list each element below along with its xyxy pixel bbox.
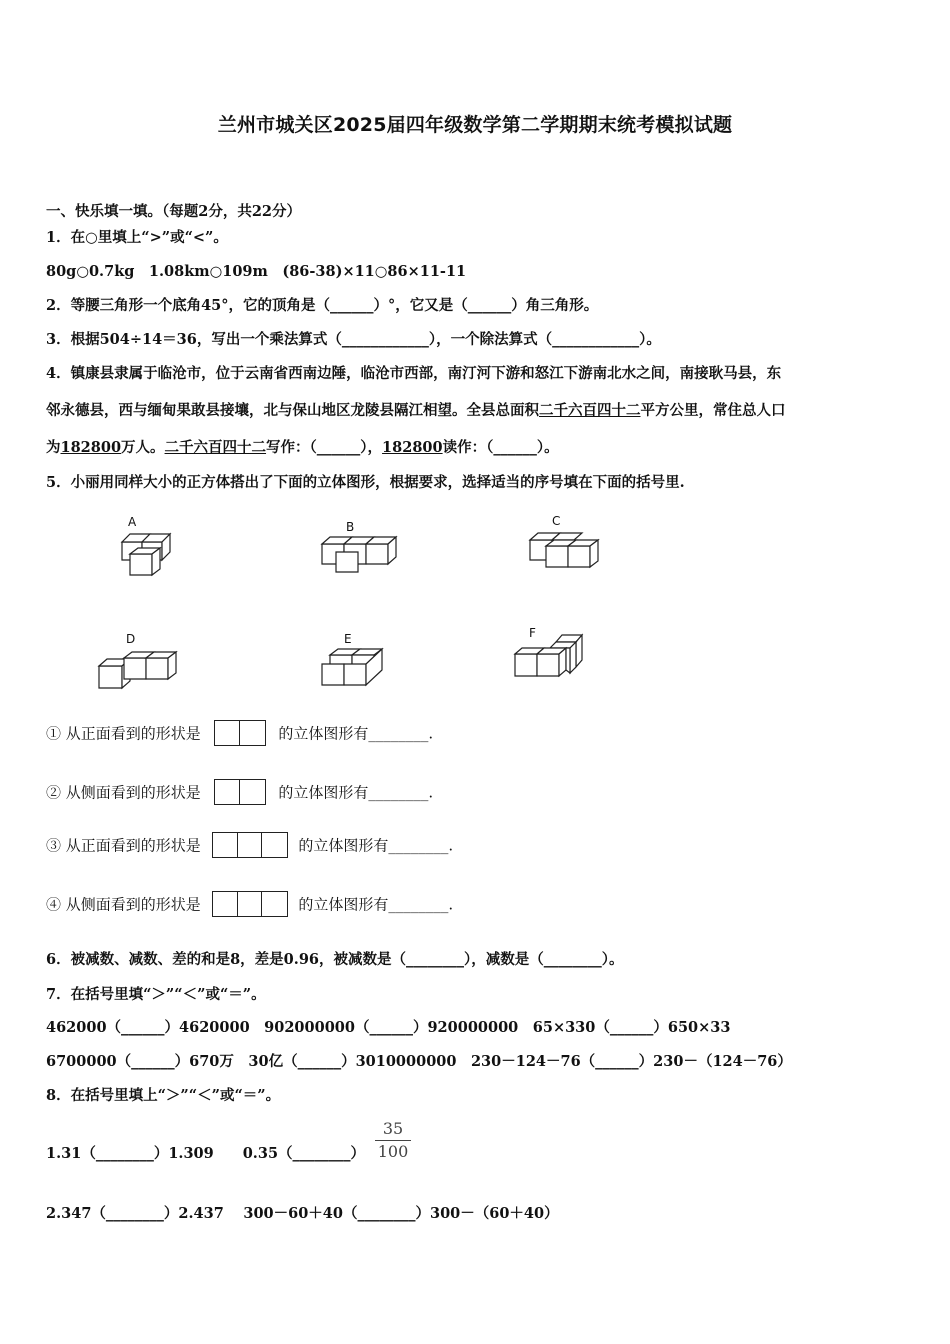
figure-label-b: B (346, 520, 355, 534)
question-7: 7．在括号里填“＞”“＜”或“＝”。 (46, 986, 266, 1003)
figure-label-a: A (128, 515, 137, 529)
cube-figure-d (96, 632, 186, 692)
shape-question-2 (46, 779, 433, 805)
shape-question-3 (46, 832, 453, 858)
shape-question-4-suffix: 的立体图形有________. (298, 895, 454, 914)
shape-question-4-prefix: ④ 从侧面看到的形状是 (46, 895, 201, 914)
cube-figure-b (318, 520, 408, 585)
question-1-items: 80g○0.7kg 1.08km○109m (86-38)×11○86×11-11 (46, 263, 467, 280)
fraction-denominator: 100 (377, 1142, 409, 1161)
question-7-row-1: 462000（______）4620000 902000000（______）920000000 65×330（______）650×33 (46, 1019, 731, 1036)
question-4-line-3: 为182800万人。二千六百四十二写作：（______），182800读作：（______）。 (46, 439, 559, 456)
figure-label-c: C (552, 514, 561, 528)
shape-question-2-suffix: 的立体图形有________. (278, 783, 434, 802)
area-underlined-2: 二千六百四十二 (164, 439, 267, 456)
cube-figure-f (512, 626, 602, 686)
question-7-row-2: 6700000（______）670万 30亿（______）3010000000 230－124－76（______）230－（124－76） (46, 1053, 792, 1070)
question-8-row-2: 2.347（________）2.437 300－60＋40（________）300－（60＋40） (46, 1205, 559, 1222)
fraction-numerator: 35 (382, 1119, 404, 1138)
question-5: 5．小丽用同样大小的正方体搭出了下面的立体图形，根据要求，选择适当的序号填在下面的括号里. (46, 474, 685, 491)
question-4-line-2: 邻永德县，西与缅甸果敢县接壤，北与保山地区龙陵县隔江相望。全县总面积二千六百四十二平方公里，常住总人口 (46, 402, 786, 419)
question-8: 8．在括号里填上“＞”“＜”或“＝”。 (46, 1087, 281, 1104)
area-underlined: 二千六百四十二 (539, 402, 641, 419)
shape-question-1-suffix: 的立体图形有________. (278, 724, 434, 743)
three-square-outline-icon (212, 832, 288, 858)
question-6: 6．被减数、减数、差的和是8，差是0.96，被减数是（________），减数是（________）。 (46, 951, 624, 968)
cube-figure-a (112, 515, 192, 585)
shape-question-3-prefix: ③ 从正面看到的形状是 (46, 836, 201, 855)
section-heading: 一、快乐填一填。（每题2分，共22分） (46, 203, 302, 220)
population-underlined-2: 182800 (382, 439, 443, 456)
figure-label-f: F (529, 626, 536, 640)
three-square-outline-icon (212, 891, 288, 917)
cube-figure-c (524, 514, 614, 579)
two-square-outline-icon (214, 720, 266, 746)
two-square-outline-icon (214, 779, 266, 805)
question-4-line-1: 4．镇康县隶属于临沧市，位于云南省西南边陲，临沧市西部，南汀河下游和怒江下游南北水之间，南接耿马县，东 (46, 365, 782, 382)
shape-question-1 (46, 720, 433, 746)
figure-label-d: D (126, 632, 136, 646)
shape-question-4 (46, 891, 453, 917)
figure-label-e: E (344, 632, 352, 646)
shape-question-2-prefix: ② 从侧面看到的形状是 (46, 783, 201, 802)
question-3: 3．根据504÷14＝36，写出一个乘法算式（____________），一个除法算式（____________）。 (46, 331, 661, 348)
cube-figure-e (318, 632, 408, 692)
page-title: 兰州市城关区2025届四年级数学第二学期期末统考模拟试题 (217, 114, 733, 136)
shape-question-3-suffix: 的立体图形有________. (298, 836, 454, 855)
question-8-row-1: 1.31（________）1.309 0.35（________） (46, 1145, 366, 1162)
shape-question-1-prefix: ① 从正面看到的形状是 (46, 724, 201, 743)
population-underlined: 182800 (60, 439, 122, 456)
fraction-35-100 (375, 1119, 411, 1162)
question-2: 2．等腰三角形一个底角45°，它的顶角是（______）°，它又是（______）角三角形。 (46, 297, 599, 314)
question-1: 1．在○里填上“>”或“<”。 (46, 229, 228, 246)
